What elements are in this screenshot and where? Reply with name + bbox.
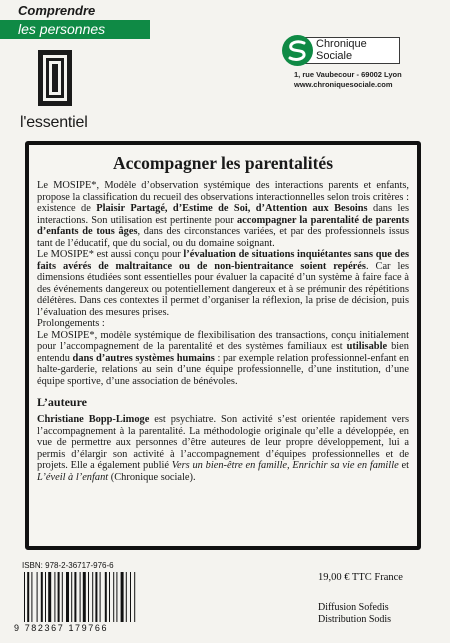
publisher-website[interactable]: www.chroniquesociale.com <box>294 80 393 89</box>
summary-paragraph-2: Le MOSIPE* est aussi conçu pour l’évaluation de situations inquiétantes sans que des faits avérés de maltraitance ou de non-bientraitance soient repérés. Car les dimensions étudiées sont essentielles pour évaluer la capacité d’un système à faire face à des événements dangereux ou potentiellement dangereux et à se prémunir des répétitions délétères. Dans ces contextes il permet d’organiser la réflexion, la prise de décision, puis l’évaluation des mesures prises. <box>37 249 410 318</box>
collection-name: l'essentiel <box>20 114 88 131</box>
barcode-icon <box>22 572 160 622</box>
summary-paragraph-3: Le MOSIPE*, modèle systémique de flexibilisation des transactions, conçu initialement pour l’accompagnement de la parentalité et des systèmes familiaux est utilisable bien entendu dans d’autres systèmes humains : par exemple relation professionnel-enfant en halte-garderie, relations au sein d’une équipe professionnelle, d’une institution, d’une équipe sportive, d’une association de bénévoles. <box>37 329 409 387</box>
page-title: Accompagner les parentalités <box>112 153 333 173</box>
collection-logo-icon <box>38 50 72 106</box>
distribution-info <box>318 602 391 626</box>
publisher-name: Chronique Sociale <box>316 38 367 62</box>
author-heading: L’auteure <box>37 395 88 409</box>
author-bio: Christiane Bopp-Limoge est psychiatre. Son activité s’est orientée rapidement vers l’accompagnement à la parentalité. La méthodologie originale qu’elle a développée, en vue de permettre aux personnes d’être auteures de leur propre développement, lui a permis d’élargir son activité à l’accompagnement d’équipes professionnelles et de projets. Elle a également publié Vers un bien-être en famille, Enrichir sa vie en famille et L’éveil à l’enfant (Chronique sociale). <box>37 414 409 483</box>
prolongements-heading: Prolongements : <box>37 318 105 329</box>
series-top-label: Comprendre <box>18 3 96 18</box>
price: 19,00 € TTC France <box>318 572 403 583</box>
series-bar-label: les personnes <box>18 21 106 37</box>
summary-box <box>25 141 421 550</box>
barcode-digits: 9 782367 179766 <box>14 623 109 633</box>
summary-paragraph-1: Le MOSIPE*, Modèle d’observation systémique des interactions parents et enfants, propose la classification du recueil des observations interactionnelles selon trois critères : existence de Plaisir Partagé, d’Estime de Soi, d’Attention aux Besoins dans les interactions. Son utilisation est pertinente pour accompagner la parentalité de parents d’enfants de tous âges, dans des circonstances variées, et par des professionnels issus tant de l’éducatif, que du social, ou du domaine soignant. <box>37 180 409 249</box>
publisher-logo-icon <box>281 34 314 67</box>
publisher-address: 1, rue Vaubecour - 69002 Lyon www.chroniquesociale.com <box>294 70 434 90</box>
series-bar <box>0 20 150 39</box>
diffusion: Diffusion Sofedis <box>318 602 389 613</box>
distribution: Distribution Sodis <box>318 614 392 625</box>
isbn-label: ISBN: 978-2-36717-976-6 <box>22 561 114 570</box>
